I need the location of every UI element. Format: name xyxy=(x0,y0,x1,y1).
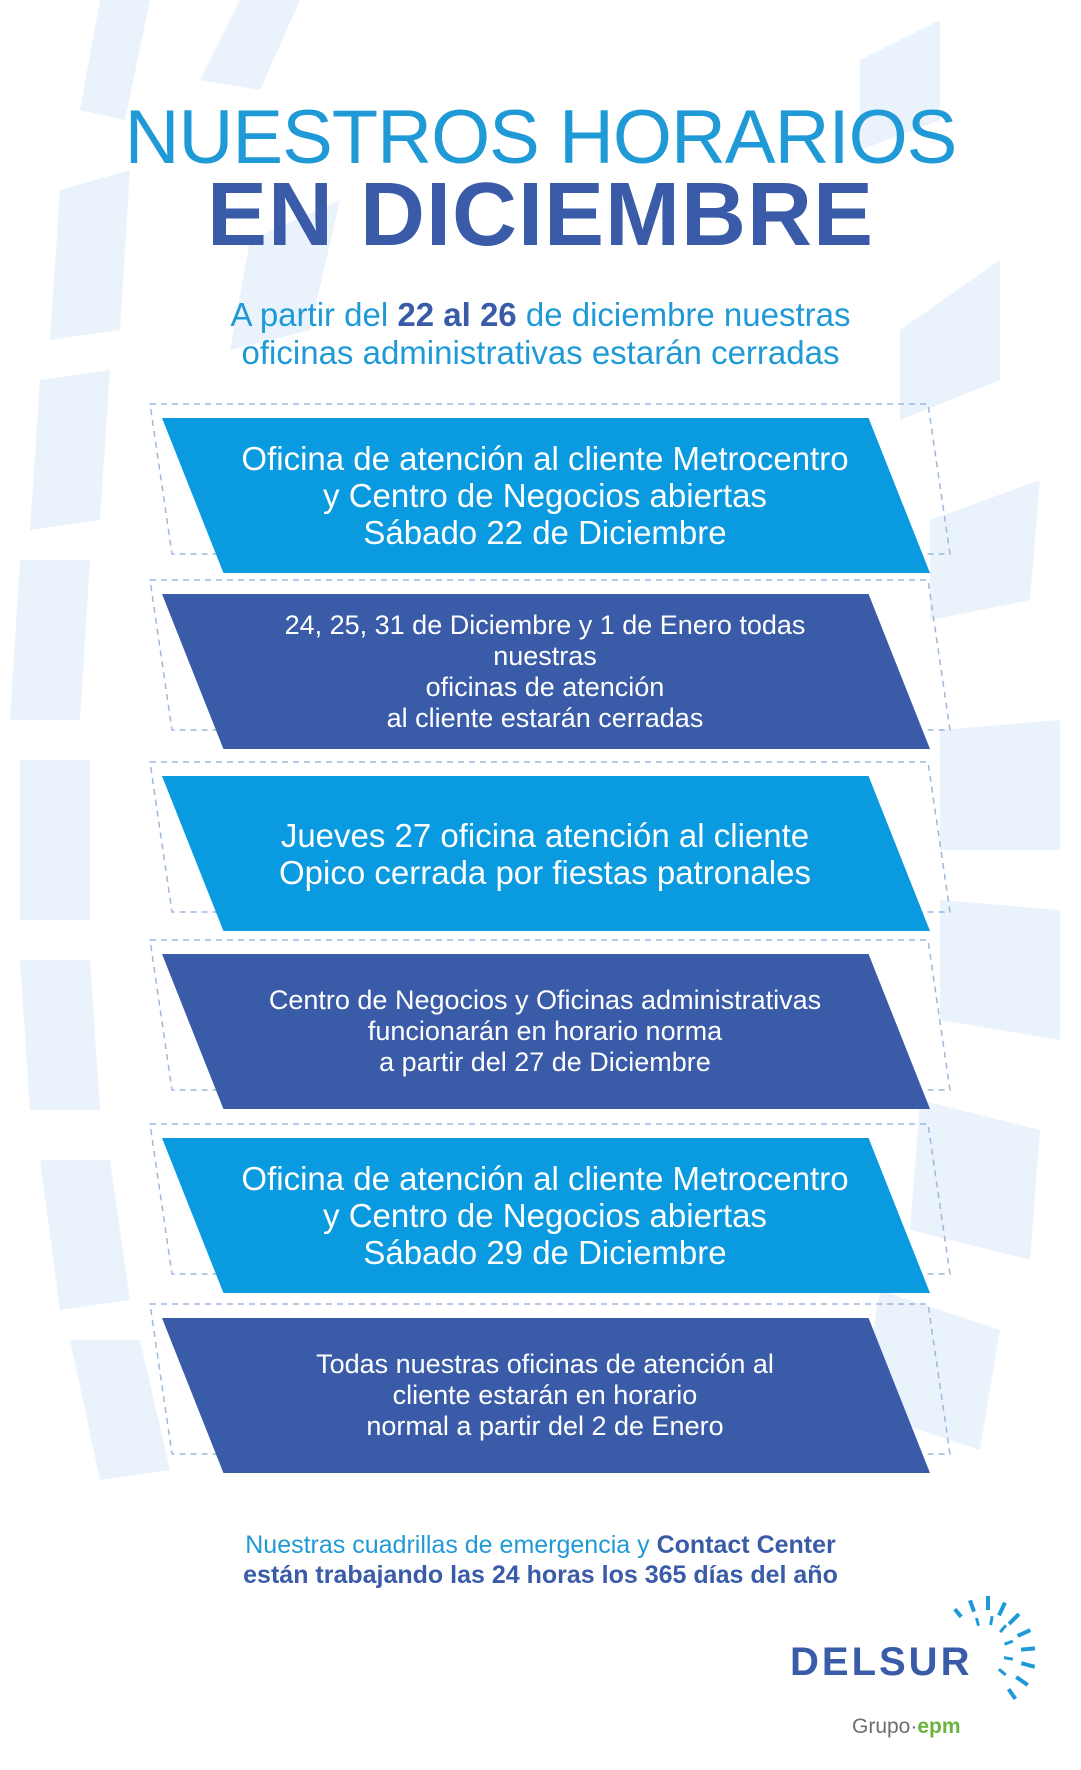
schedule-card-5 xyxy=(150,1126,940,1301)
schedule-card-1 xyxy=(150,406,940,581)
subtitle-line-1 xyxy=(0,296,1081,334)
footer-note xyxy=(0,1530,1081,1590)
subtitle xyxy=(0,296,1081,372)
card-text: Oficina de atención al cliente Metrocentro y Centro de Negocios abiertas Sábado 22 de Diciembre xyxy=(241,440,849,551)
schedule-card-6 xyxy=(150,1306,940,1481)
subtitle-line-2: oficinas administrativas estarán cerradas xyxy=(241,334,840,371)
logo-group xyxy=(852,1715,961,1739)
footer-line-2 xyxy=(0,1560,1081,1590)
card-text: Jueves 27 oficina atención al cliente Opico cerrada por fiestas patronales xyxy=(279,816,811,891)
title-line-2: EN DICIEMBRE xyxy=(206,165,875,265)
schedule-card-4 xyxy=(150,942,940,1117)
card-text: 24, 25, 31 de Diciembre y 1 de Enero todas nuestras oficinas de atención al cliente estarán cerradas xyxy=(284,609,806,733)
subtitle-text-1: A partir del xyxy=(230,296,398,333)
card-text: Todas nuestras oficinas de atención al cliente estarán en horario normal a partir del 2 de Enero xyxy=(316,1349,774,1441)
title-line-1: NUESTROS HORARIOS xyxy=(124,95,957,180)
logo-epm: epm xyxy=(917,1715,961,1738)
subtitle-date-range: 22 al 26 xyxy=(397,296,517,333)
footer-contact-center: Contact Center xyxy=(656,1531,836,1559)
logo-group-prefix: Grupo· xyxy=(852,1715,918,1738)
schedule-card-2 xyxy=(150,582,940,757)
footer-text-1: Nuestras cuadrillas de emergencia y xyxy=(245,1531,657,1559)
schedule-card-3 xyxy=(150,764,940,939)
subtitle-text-2: de diciembre nuestras xyxy=(516,296,851,333)
footer-text-2: están trabajando las 24 horas los 365 días del año xyxy=(243,1561,838,1589)
card-text: Oficina de atención al cliente Metrocentro y Centro de Negocios abiertas Sábado 29 de Diciembre xyxy=(241,1160,849,1271)
card-text: Centro de Negocios y Oficinas administrativas funcionarán en horario norma a partir del 27 de Diciembre xyxy=(268,985,822,1077)
footer-line-1 xyxy=(0,1530,1081,1560)
logo-wordmark: DELSUR xyxy=(790,1640,973,1684)
